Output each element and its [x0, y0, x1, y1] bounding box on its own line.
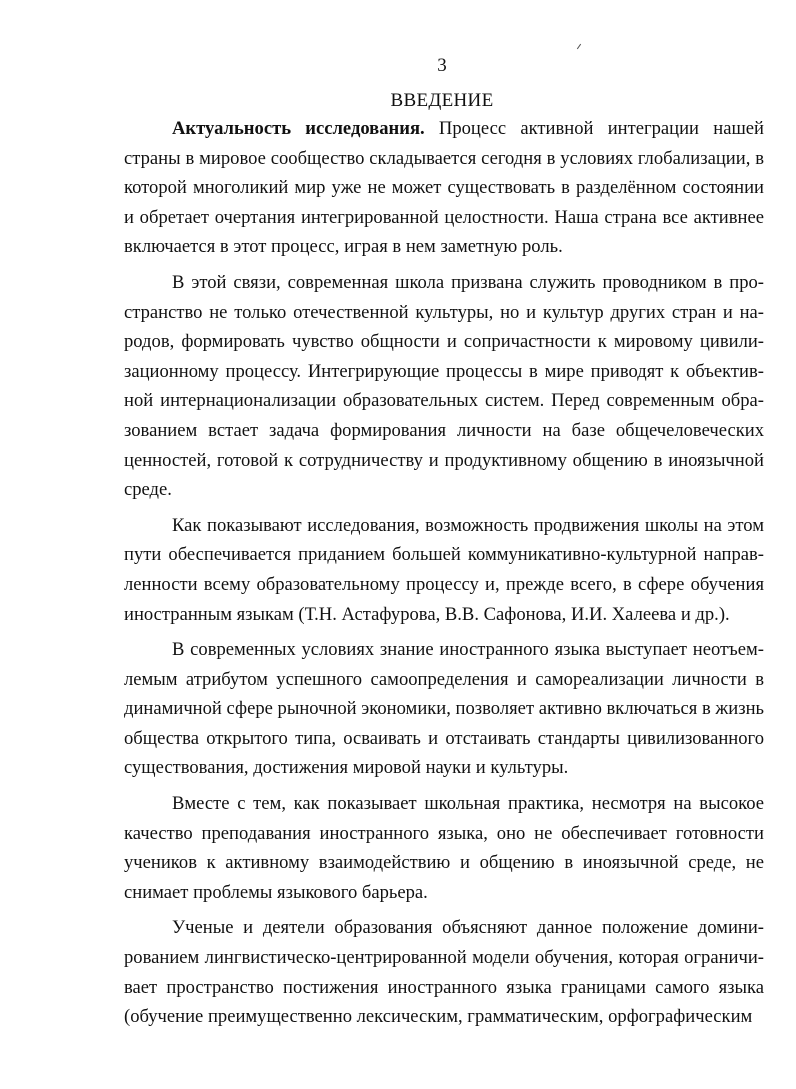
paragraph-text: Процесс активной интеграции нашей страны в мировое сообщество складывается сегодня в условиях глобализации, в которой многоликий мир уже не может существовать в разделённом состоянии и обретает очертания интегрированной целостности. Наша страна все активнее включается в этот процесс, играя в нем заметную роль.	[124, 118, 764, 258]
body-text	[124, 114, 764, 1032]
paragraph: В этой связи, современная школа призвана служить проводником в пространство не только отечественной культуры, но и культур других стран и народов, формировать чувство общности и сопричастности к мировому цивилизационному процессу. Интегрирующие процессы в мире приводят к объективной интернационализации образовательных систем. Перед современным образованием встает задача формирования личности на базе общечеловеческих ценностей, готовой к сотрудничеству и продуктивному общению в иноязычной среде.	[124, 271, 764, 501]
paragraph: Вместе с тем, как показывает школьная практика, несмотря на высокое качество преподавания иностранного языка, оно не обеспечивает готовности учеников к активному взаимодействию и общению в иноязычной среде, не снимает проблемы языкового барьера.	[124, 793, 764, 903]
paragraph: Как показывают исследования, возможность продвижения школы на этом пути обеспечивается приданием большей коммуникативно-культурной направленности всему образовательному процессу и, прежде всего, в сфере обучения иностранным языкам (Т.Н. Астафурова, В.В. Сафонова, И.И. Халеева и др.).	[124, 514, 764, 625]
paragraph: Ученые и деятели образования объясняют данное положение доминированием лингвистическо-центрированной модели обучения, которая ограничивает пространство постижения иностранного языка границами самого языка (обучение преимущественно лексическим, грамматическим, орфографическим	[124, 917, 764, 1028]
paragraph: В современных условиях знание иностранного языка выступает неотъемлемым атрибутом успешного самоопределения и самореализации личности в динамичной сфере рыночной экономики, позволяет активно включаться в жизнь общества открытого типа, осваивать и отстаивать стандарты цивилизованного существования, достижения мировой науки и культуры.	[124, 639, 764, 779]
page-title: ВВЕДЕНИЕ	[390, 90, 494, 111]
paragraph-lead: Актуальность исследования.	[172, 118, 425, 139]
scan-mark	[577, 44, 581, 49]
paragraph-relevance	[124, 114, 764, 262]
page-number: 3	[437, 55, 447, 76]
